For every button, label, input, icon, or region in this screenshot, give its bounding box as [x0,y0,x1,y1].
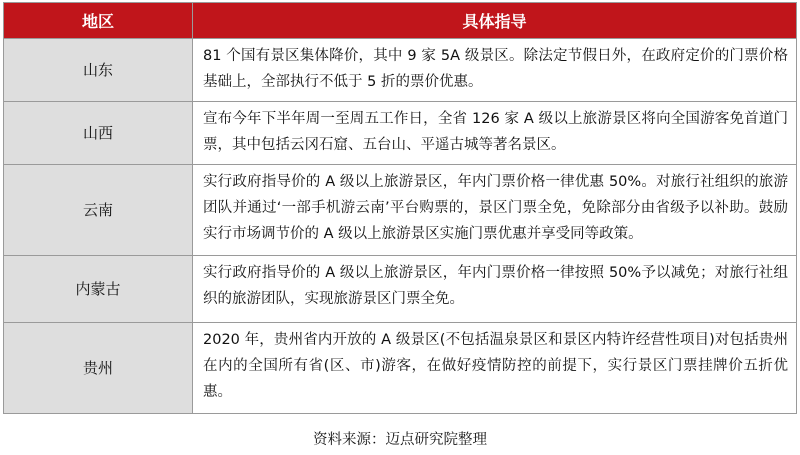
header-region: 地区 [4,3,193,39]
region-cell: 山西 [4,102,193,165]
detail-cell: 宣布今年下半年周一至周五工作日，全省 126 家 A 级以上旅游景区将向全国游客免首道门票，其中包括云冈石窟、五台山、平遥古城等著名景区。 [193,102,797,165]
table-row [4,165,797,256]
table-row [4,323,797,414]
region-cell: 云南 [4,165,193,256]
region-cell: 内蒙古 [4,256,193,323]
region-cell: 贵州 [4,323,193,414]
source-note: 资料来源：迈点研究院整理 [313,432,487,448]
region-cell: 山东 [4,39,193,102]
detail-cell: 81 个国有景区集体降价，其中 9 家 5A 级景区。除法定节假日外，在政府定价的门票价格基础上，全部执行不低于 5 折的票价优惠。 [193,39,797,102]
table-row [4,102,797,165]
policy-table [3,2,797,414]
table-row [4,256,797,323]
detail-cell: 实行政府指导价的 A 级以上旅游景区，年内门票价格一律按照 50%予以减免；对旅行社组织的旅游团队，实现旅游景区门票全免。 [193,256,797,323]
policy-table-container [3,2,796,414]
header-detail: 具体指导 [193,3,797,39]
detail-cell: 2020 年，贵州省内开放的 A 级景区(不包括温泉景区和景区内特许经营性项目)对包括贵州在内的全国所有省(区、市)游客，在做好疫情防控的前提下，实行景区门票挂牌价五折优惠。 [193,323,797,414]
table-row [4,39,797,102]
detail-cell: 实行政府指导价的 A 级以上旅游景区，年内门票价格一律优惠 50%。对旅行社组织的旅游团队并通过‘一部手机游云南’平台购票的，景区门票全免，免除部分由省级予以补助。鼓励实行市场调节价的 A 级以上旅游景区实施门票优惠并享受同等政策。 [193,165,797,256]
table-header-row [4,3,797,39]
